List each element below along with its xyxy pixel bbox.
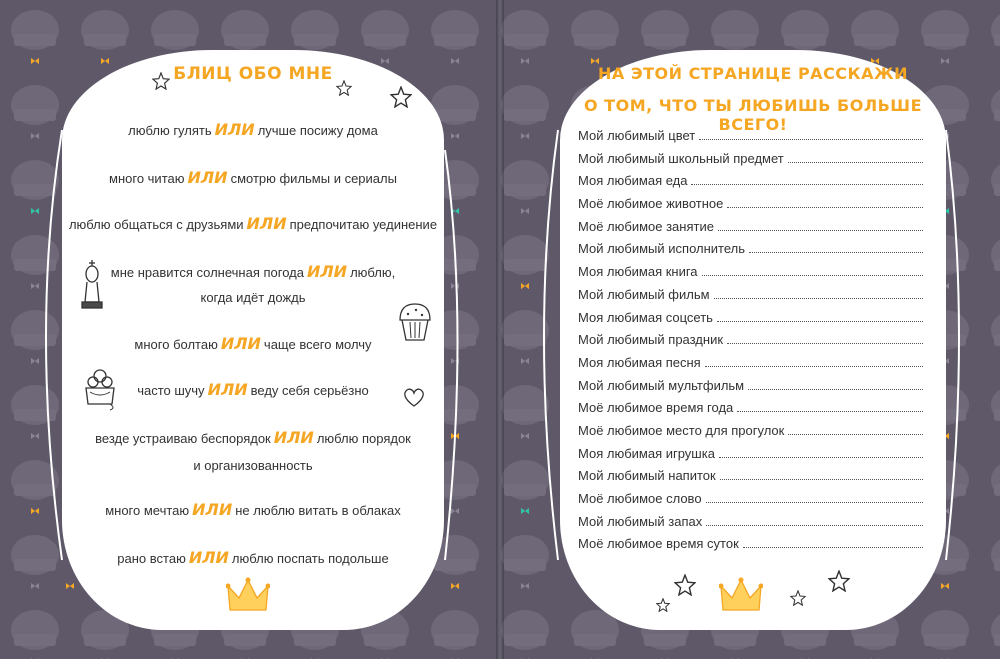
- blitz-option-a: рано встаю: [117, 551, 186, 566]
- answer-line[interactable]: [748, 379, 923, 390]
- favorite-label: Моё любимое животное: [578, 196, 724, 212]
- favorite-item: [578, 196, 923, 219]
- favorite-item: [578, 287, 923, 310]
- blitz-option-a: много читаю: [109, 171, 185, 186]
- blitz-option-b: не люблю витать в облаках: [235, 503, 401, 518]
- star-icon: [336, 80, 352, 96]
- blitz-row: [0, 428, 506, 447]
- or-connector: ИЛИ: [246, 214, 287, 233]
- answer-line[interactable]: [743, 537, 923, 548]
- blitz-option-b: люблю поспать подольше: [231, 551, 389, 566]
- favorite-label: Моя любимая игрушка: [578, 445, 715, 461]
- answer-line[interactable]: [727, 333, 923, 344]
- favorite-label: Моё любимое время суток: [578, 536, 739, 552]
- star-icon: [390, 86, 412, 108]
- answer-line[interactable]: [749, 242, 923, 253]
- favorite-item: [578, 468, 923, 491]
- blitz-row: [0, 380, 506, 399]
- favorite-label: Мой любимый фильм: [578, 286, 710, 302]
- favorite-item: [578, 536, 923, 559]
- star-icon: [828, 570, 850, 592]
- favorite-label: Мой любимый школьный предмет: [578, 150, 784, 166]
- blitz-row: [0, 262, 506, 281]
- favorite-label: Моё любимое слово: [578, 491, 702, 506]
- answer-line[interactable]: [718, 220, 923, 231]
- crown-icon: [719, 576, 763, 616]
- right-page-title-line1: НА ЭТОЙ СТРАНИЦЕ РАССКАЖИ: [598, 64, 908, 83]
- favorite-item: [578, 355, 923, 378]
- blitz-option-b: веду себя серьёзно: [250, 383, 369, 398]
- blitz-option-b: предпочитаю уединение: [289, 217, 438, 232]
- blitz-row: [0, 214, 506, 233]
- blitz-option-a: люблю общаться с друзьями: [68, 217, 244, 232]
- favorite-item: [578, 446, 923, 469]
- blitz-option-a: везде устраиваю беспорядок: [95, 431, 271, 446]
- favorite-item: [578, 332, 923, 355]
- blitz-option-b: чаще всего молчу: [263, 337, 372, 352]
- favorite-label: Мой любимый запах: [578, 513, 703, 529]
- favorite-item: [578, 491, 923, 514]
- blitz-row-continuation: когда идёт дождь: [200, 290, 306, 305]
- blitz-row: [0, 500, 506, 519]
- favorite-label: Мой любимый мультфильм: [578, 377, 745, 393]
- chess-pawn-icon: [78, 258, 106, 316]
- favorite-label: Моя любимая соцсеть: [578, 309, 713, 325]
- favorite-item: [578, 264, 923, 287]
- answer-line[interactable]: [720, 469, 923, 480]
- favorite-item: [578, 128, 923, 151]
- favorite-item: [578, 378, 923, 401]
- favorites-list: [578, 128, 923, 559]
- right-page-title-line2: О ТОМ, ЧТО ТЫ ЛЮБИШЬ БОЛЬШЕ ВСЕГО!: [584, 96, 922, 134]
- favorite-item: [578, 173, 923, 196]
- or-connector: ИЛИ: [306, 262, 348, 281]
- favorite-item: [578, 310, 923, 333]
- favorite-item: [578, 151, 923, 174]
- answer-line[interactable]: [706, 492, 923, 503]
- favorite-item: [578, 423, 923, 446]
- answer-line[interactable]: [706, 515, 923, 526]
- favorite-label: Моё любимое занятие: [578, 218, 714, 234]
- answer-line[interactable]: [705, 356, 923, 367]
- or-connector: ИЛИ: [273, 428, 314, 447]
- star-icon: [152, 72, 170, 90]
- or-connector: ИЛИ: [192, 500, 233, 519]
- blitz-row: [0, 120, 506, 139]
- favorite-label: Мой любимый праздник: [578, 332, 724, 348]
- star-icon: [656, 598, 670, 612]
- blitz-option-a: много болтаю: [134, 337, 218, 352]
- favorite-label: Моя любимая еда: [578, 173, 688, 189]
- favorite-item: [578, 400, 923, 423]
- favorite-label: Мой любимый исполнитель: [578, 241, 746, 257]
- favorite-label: Моё любимое место для прогулок: [578, 422, 785, 438]
- star-icon: [674, 574, 696, 596]
- favorite-label: Мой любимый напиток: [578, 468, 716, 484]
- answer-line[interactable]: [737, 401, 923, 412]
- favorite-item: [578, 514, 923, 537]
- blitz-option-b: лучше посижу дома: [257, 123, 378, 138]
- cupcake-icon: [394, 298, 436, 344]
- blitz-option-b: смотрю фильмы и сериалы: [230, 171, 397, 186]
- answer-line[interactable]: [717, 311, 923, 322]
- answer-line[interactable]: [719, 447, 923, 458]
- favorite-label: Мой любимый цвет: [578, 128, 696, 143]
- blitz-row: [0, 548, 506, 567]
- favorite-label: Моя любимая книга: [578, 264, 698, 280]
- answer-line[interactable]: [727, 197, 923, 208]
- or-connector: ИЛИ: [187, 168, 228, 187]
- blitz-option-a: много мечтаю: [105, 503, 190, 518]
- left-page-title: БЛИЦ ОБО МНЕ: [173, 64, 333, 84]
- heart-icon: [402, 386, 426, 408]
- favorite-label: Моя любимая песня: [578, 354, 701, 370]
- answer-line[interactable]: [788, 424, 923, 435]
- blitz-option-a: часто шучу: [137, 383, 205, 398]
- or-connector: ИЛИ: [214, 120, 255, 139]
- blitz-row: [0, 168, 506, 187]
- or-connector: ИЛИ: [220, 334, 261, 353]
- answer-line[interactable]: [714, 288, 923, 299]
- favorite-label: Моё любимое время года: [578, 400, 734, 416]
- favorite-item: [578, 219, 923, 242]
- blitz-option-a: мне нравится солнечная погода: [110, 265, 304, 280]
- answer-line[interactable]: [788, 152, 923, 163]
- blitz-row-continuation: и организованность: [193, 458, 313, 473]
- favorite-item: [578, 241, 923, 264]
- answer-line[interactable]: [691, 174, 923, 185]
- blitz-option-b: люблю порядок: [316, 431, 411, 446]
- or-connector: ИЛИ: [188, 548, 229, 567]
- crown-icon: [226, 576, 270, 616]
- blitz-option-a: люблю гулять: [128, 123, 212, 138]
- cake-icon: [80, 366, 120, 412]
- blitz-option-b: люблю,: [350, 265, 396, 280]
- answer-line[interactable]: [699, 129, 923, 140]
- star-icon: [790, 590, 806, 606]
- or-connector: ИЛИ: [207, 380, 248, 399]
- answer-line[interactable]: [702, 265, 923, 276]
